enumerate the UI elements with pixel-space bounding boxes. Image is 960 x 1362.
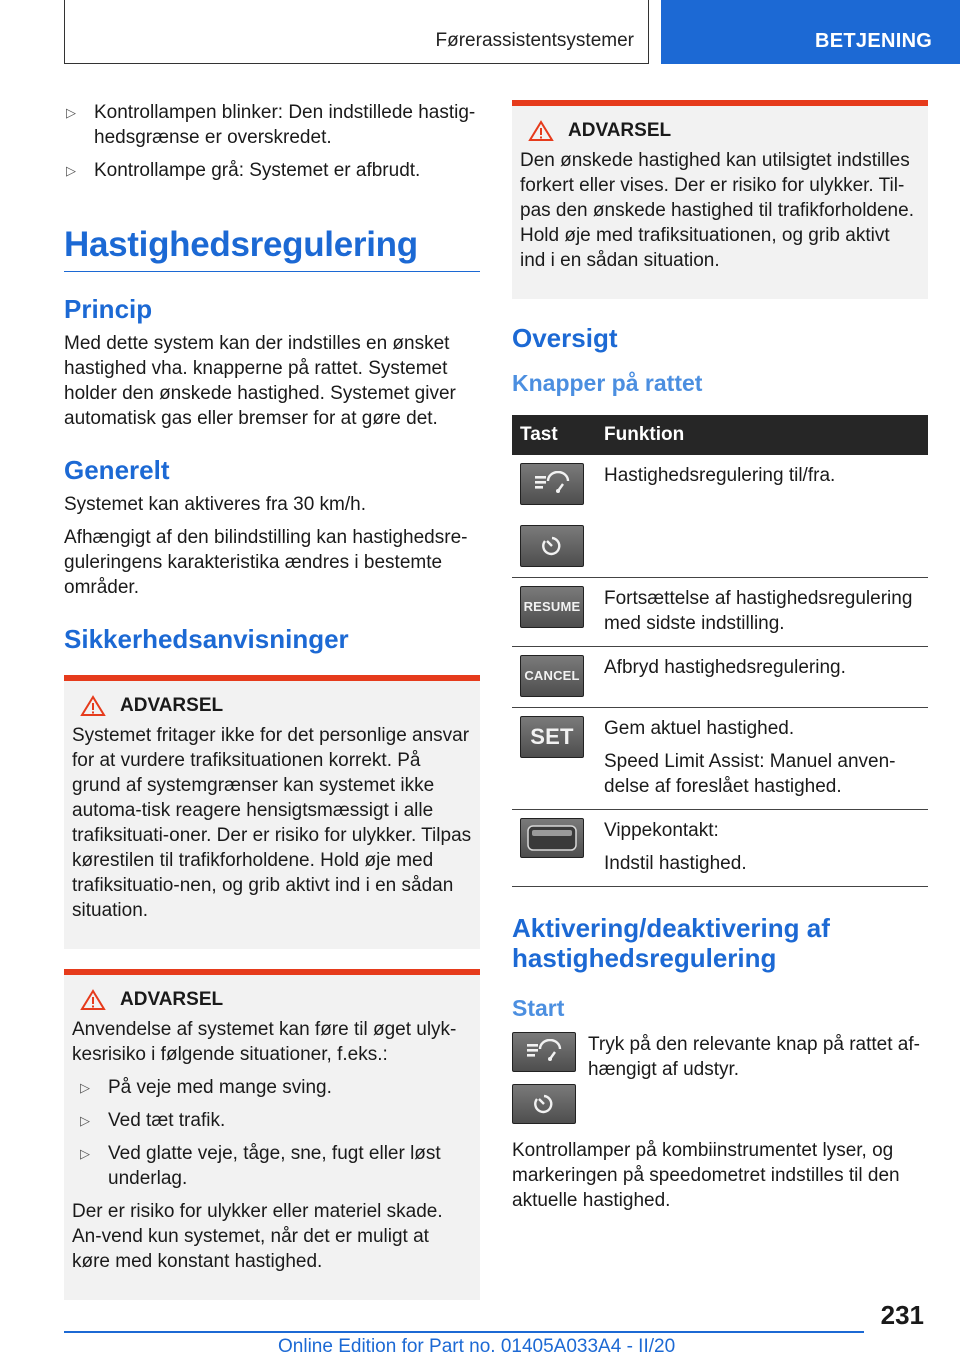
function-text: Fortsættelse af hastighedsregulering med sidste indstilling.: [604, 588, 913, 634]
indicator-list: [64, 100, 480, 183]
table-row: [512, 708, 928, 810]
cruise-timer-button: [512, 1084, 576, 1124]
cruise-control-button: [512, 1032, 576, 1072]
table-row: [512, 578, 928, 647]
start-heading: Start: [512, 995, 565, 1021]
activation-heading: Aktivering/deaktivering af hastighedsregulering: [512, 913, 830, 973]
function-text: Gem aktuel hastighed.: [604, 718, 795, 739]
triangle-bullet-icon: ▷: [80, 1113, 90, 1128]
buttons-table: [512, 415, 928, 887]
warning-triangle-icon: [80, 695, 106, 717]
principle-heading: Princip: [64, 294, 153, 324]
warning-intro: Anvendelse af systemet kan føre til øget ulyk-kesrisiko i følgende situationer, f.eks.:: [72, 1019, 457, 1065]
warning-box: [64, 969, 480, 1300]
warning-title-row: [520, 120, 920, 142]
page-number: 231: [880, 1300, 924, 1330]
rocker-switch: [520, 818, 584, 858]
warning-outro: Der er risiko for ulykker eller materiel skade. An-vend kun systemet, når det er muligt at køre med konstant hastighed.: [72, 1201, 443, 1272]
table-header-key: Tast: [512, 415, 596, 455]
header-section-box: [64, 0, 649, 64]
left-column: [64, 100, 480, 1300]
safety-heading: Sikkerhedsanvisninger: [64, 624, 349, 654]
triangle-bullet-icon: ▷: [66, 163, 76, 178]
general-heading: Generelt: [64, 455, 170, 485]
start-buttons: [512, 1032, 588, 1124]
list-item: ▷ Kontrollampen blinker: Den indstillede hastig-hedsgrænse er overskredet.: [66, 102, 476, 148]
cancel-button: CANCEL: [520, 655, 584, 697]
warning-title: ADVARSEL: [568, 120, 672, 141]
footer-divider: [64, 1331, 864, 1333]
header-chapter-tab[interactable]: [661, 0, 960, 64]
start-instruction: [512, 1032, 928, 1124]
start-text: Tryk på den relevante knap på rattet af-hængigt af udstyr.: [588, 1034, 920, 1080]
header-chapter-title: BETJENING: [815, 30, 933, 52]
warning-text: Den ønskede hastighed kan utilsigtet indstilles forkert eller vises. Der er risiko for ulykker. Til-pas den ønskede hastighed til trafikforholdene. Hold øje med trafiksituationen, og grib aktivt ind i en sådan situation.: [520, 150, 914, 271]
warning-box: [512, 100, 928, 299]
warning-title: ADVARSEL: [120, 989, 224, 1010]
set-button: SET: [520, 716, 584, 758]
buttons-heading: Knapper på rattet: [512, 370, 703, 396]
rocker-switch-icon: [526, 823, 578, 853]
warning-box: [64, 675, 480, 949]
page-title: Hastighedsregulering: [64, 225, 480, 272]
resume-button: RESUME: [520, 586, 584, 628]
table-row: [512, 647, 928, 708]
header-section-title: Førerassistentsystemer: [435, 30, 634, 51]
list-item: ▷ Ved glatte veje, tåge, sne, fugt eller løst underlag.: [80, 1143, 441, 1189]
table-header-function: Funktion: [596, 415, 928, 455]
overview-heading: Oversigt: [512, 323, 618, 353]
table-row: [512, 455, 928, 578]
cruise-control-icon: [532, 471, 572, 497]
cruise-timer-icon: [529, 1091, 559, 1117]
list-item: ▷ Kontrollampe grå: Systemet er afbrudt.: [66, 160, 421, 181]
warning-triangle-icon: [528, 120, 554, 142]
function-text: Vippekontakt:: [604, 820, 719, 841]
general-text-1: Systemet kan aktiveres fra 30 km/h.: [64, 494, 367, 515]
warning-title-row: [72, 695, 472, 717]
warning-situation-list: [78, 1075, 472, 1191]
cruise-timer-icon: [537, 533, 567, 559]
warning-text: Systemet fritager ikke for det personlige ansvar for at vurdere trafiksituationen korrekt. På grund af systemgrænser kan systemet ikke automa-tisk reagere hensigtsmæssigt i alle trafiksituati-oner. Der er risiko for ulykker. Tilpas kørestilen til trafikforholdene. Hold øje med trafiksituatio-nen, og grib aktivt ind i en sådan situation.: [72, 725, 472, 921]
warning-title: ADVARSEL: [120, 695, 224, 716]
function-text: Indstil hastighed.: [604, 853, 747, 874]
function-text: Hastighedsregulering til/fra.: [604, 465, 836, 486]
triangle-bullet-icon: ▷: [80, 1080, 90, 1095]
footer-edition-link[interactable]: Online Edition for Part no. 01405A033A4 - II/20: [278, 1336, 676, 1357]
start-after-text: Kontrollamper på kombiinstrumentet lyser, og markeringen på speedometret indstilles til den aktuelle hastighed.: [512, 1140, 900, 1211]
list-item: ▷ Ved tæt trafik.: [80, 1110, 226, 1131]
cruise-control-button: [520, 463, 584, 505]
right-column: [512, 100, 928, 1213]
function-text: Speed Limit Assist: Manuel anven-delse af foreslået hastighed.: [604, 751, 896, 797]
warning-title-row: [72, 989, 472, 1011]
triangle-bullet-icon: ▷: [66, 105, 76, 120]
cruise-control-icon: [524, 1039, 564, 1065]
general-text-2: Afhængigt af den bilindstilling kan hastighedsre-guleringens karakteristika ændres i bestemte områder.: [64, 527, 468, 598]
warning-triangle-icon: [80, 989, 106, 1011]
cruise-timer-button: [520, 525, 584, 567]
table-header-row: [512, 415, 928, 455]
list-item: ▷ På veje med mange sving.: [80, 1077, 332, 1098]
triangle-bullet-icon: ▷: [80, 1146, 90, 1161]
principle-text: Med dette system kan der indstilles en ønsket hastighed vha. knapperne på rattet. Systemet holder den ønskede hastighed. Systemet giver automatisk gas eller bremser for at gøre det.: [64, 333, 456, 429]
table-row: [512, 810, 928, 887]
function-text: Afbryd hastighedsregulering.: [604, 657, 846, 678]
